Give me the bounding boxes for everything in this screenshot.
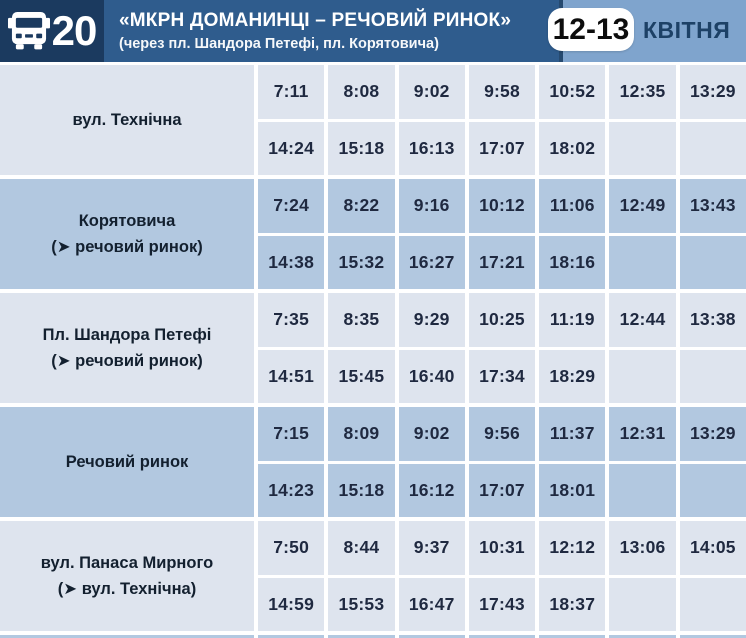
time-cell: 7:50 — [258, 521, 324, 575]
time-cell-empty — [680, 464, 746, 518]
time-cell: 18:29 — [539, 350, 605, 404]
time-cell: 8:35 — [328, 293, 394, 347]
time-cell-empty — [609, 236, 675, 290]
stop-name: вул. Панаса Мирного (➤ вул. Технічна) — [0, 521, 254, 631]
time-cell: 12:35 — [609, 65, 675, 119]
stop-name: вул. Технічна — [0, 65, 254, 175]
time-cell: 9:56 — [469, 407, 535, 461]
time-cell: 13:43 — [680, 179, 746, 233]
date-badge: 12-13 — [548, 8, 634, 51]
stop-name: Речовий ринок — [0, 407, 254, 517]
time-cell: 9:02 — [399, 407, 465, 461]
time-cell: 14:51 — [258, 350, 324, 404]
time-cell: 9:16 — [399, 179, 465, 233]
time-cell: 15:32 — [328, 236, 394, 290]
time-cell: 14:23 — [258, 464, 324, 518]
time-cell: 12:31 — [609, 407, 675, 461]
time-cell: 12:44 — [609, 293, 675, 347]
time-cell: 17:34 — [469, 350, 535, 404]
time-cell: 8:09 — [328, 407, 394, 461]
time-cell: 17:07 — [469, 122, 535, 176]
time-cell-empty — [680, 350, 746, 404]
time-cell: 13:29 — [680, 407, 746, 461]
time-cell-empty — [609, 464, 675, 518]
time-cell: 17:07 — [469, 464, 535, 518]
time-cell: 15:45 — [328, 350, 394, 404]
stop-block — [0, 179, 746, 289]
time-cell: 8:44 — [328, 521, 394, 575]
header — [0, 0, 746, 62]
time-cell: 18:16 — [539, 236, 605, 290]
time-cell: 16:27 — [399, 236, 465, 290]
time-cell: 16:12 — [399, 464, 465, 518]
time-cell: 13:38 — [680, 293, 746, 347]
route-subtitle: (через пл. Шандора Петефі, пл. Корятовича) — [119, 36, 439, 52]
route-title: «МКРН ДОМАНИНЦІ – РЕЧОВИЙ РИНОК» — [119, 10, 512, 31]
time-cell: 11:37 — [539, 407, 605, 461]
time-cell: 14:24 — [258, 122, 324, 176]
time-cell: 14:38 — [258, 236, 324, 290]
time-cell: 13:29 — [680, 65, 746, 119]
time-cell: 10:25 — [469, 293, 535, 347]
time-cell: 17:43 — [469, 578, 535, 632]
time-cell: 7:35 — [258, 293, 324, 347]
timetable — [0, 62, 746, 638]
time-cell: 7:24 — [258, 179, 324, 233]
time-cell: 15:18 — [328, 464, 394, 518]
time-cell: 14:05 — [680, 521, 746, 575]
time-cell: 10:12 — [469, 179, 535, 233]
time-cell: 17:21 — [469, 236, 535, 290]
bus-front-icon — [8, 11, 50, 51]
time-cell: 16:47 — [399, 578, 465, 632]
time-cell: 9:58 — [469, 65, 535, 119]
time-cell: 10:31 — [469, 521, 535, 575]
time-cell: 9:37 — [399, 521, 465, 575]
time-cell: 8:22 — [328, 179, 394, 233]
route-number-block — [0, 0, 104, 62]
time-cell: 18:01 — [539, 464, 605, 518]
stop-name: Корятовича (➤ речовий ринок) — [0, 179, 254, 289]
time-cell-empty — [680, 122, 746, 176]
time-cell: 7:15 — [258, 407, 324, 461]
time-cell: 11:19 — [539, 293, 605, 347]
time-cell-empty — [680, 236, 746, 290]
route-number: 20 — [51, 7, 97, 54]
time-cell: 12:49 — [609, 179, 675, 233]
time-cell: 18:37 — [539, 578, 605, 632]
time-cell: 16:13 — [399, 122, 465, 176]
time-cell-empty — [609, 350, 675, 404]
time-cell: 8:08 — [328, 65, 394, 119]
time-cell: 7:11 — [258, 65, 324, 119]
time-cell: 9:02 — [399, 65, 465, 119]
time-cell: 9:29 — [399, 293, 465, 347]
time-cell-empty — [680, 578, 746, 632]
stop-block — [0, 293, 746, 403]
time-cell: 15:18 — [328, 122, 394, 176]
time-cell-empty — [609, 578, 675, 632]
time-cell-empty — [609, 122, 675, 176]
time-cell: 15:53 — [328, 578, 394, 632]
time-cell: 14:59 — [258, 578, 324, 632]
stop-name: Пл. Шандора Петефі (➤ речовий ринок) — [0, 293, 254, 403]
route-name-block — [104, 0, 563, 62]
stop-block — [0, 521, 746, 631]
time-cell: 18:02 — [539, 122, 605, 176]
stop-block — [0, 407, 746, 517]
month-label: КВІТНЯ — [643, 17, 731, 43]
stop-block — [0, 65, 746, 175]
time-cell: 13:06 — [609, 521, 675, 575]
time-cell: 16:40 — [399, 350, 465, 404]
time-cell: 11:06 — [539, 179, 605, 233]
time-cell: 12:12 — [539, 521, 605, 575]
time-cell: 10:52 — [539, 65, 605, 119]
